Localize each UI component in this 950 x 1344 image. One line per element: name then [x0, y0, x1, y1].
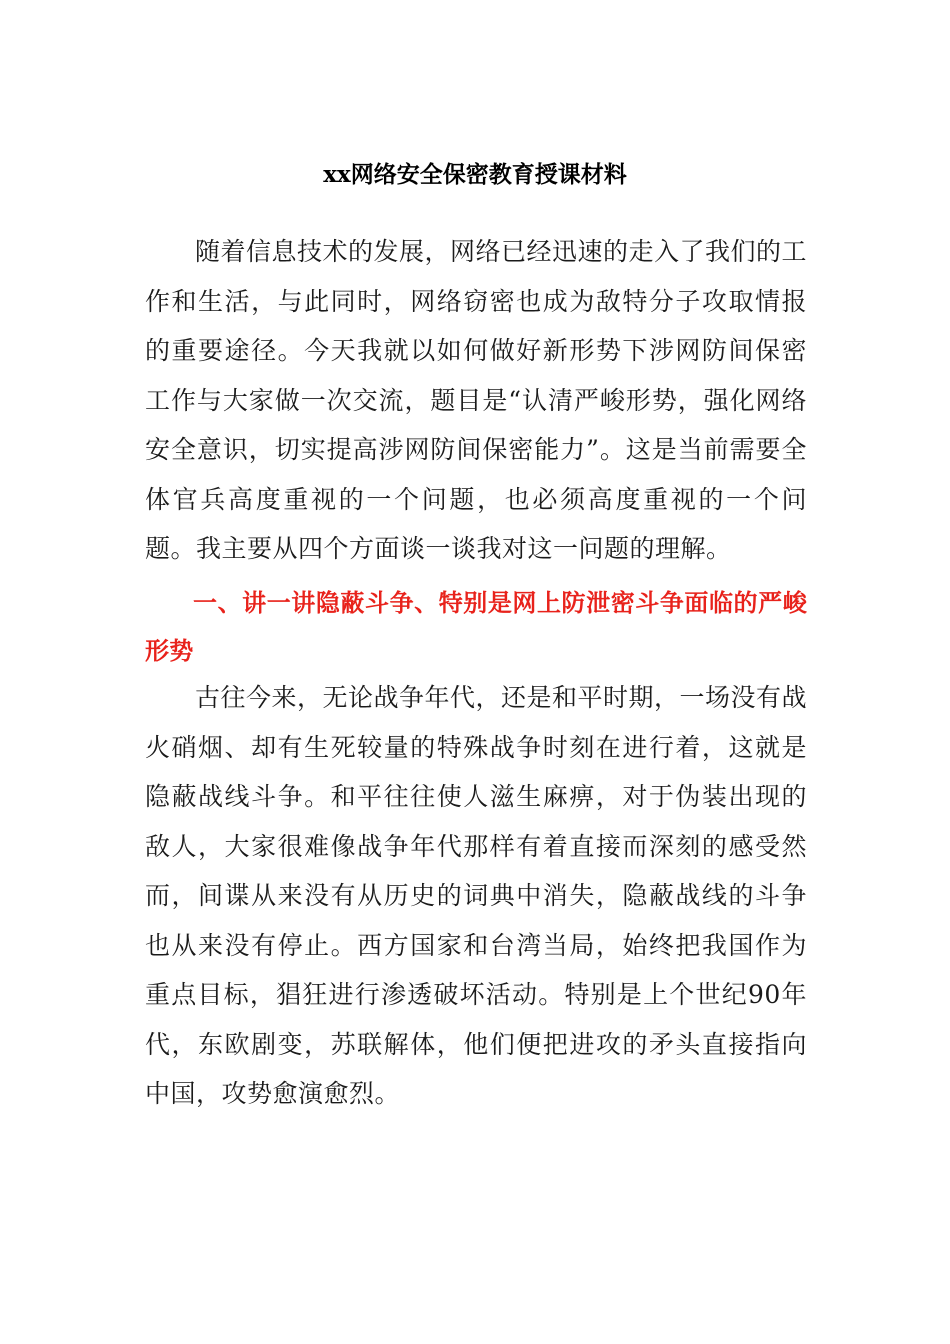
document-title: xx网络安全保密教育授课材料 — [323, 161, 627, 188]
section-heading: 一、讲一讲隐蔽斗争、特别是网上防泄密斗争面临的严峻形势 — [145, 589, 807, 665]
intro-paragraph: 随着信息技术的发展，网络已经迅速的走入了我们的工作和生活，与此同时，网络窃密也成为敌特分子攻取情报的重要途径。今天我就以如何做好新形势下涉网防间保密工作与大家做一次交流，题目是“认清严峻形势，强化网络安全意识，切实提高涉网防间保密能力”。这是当前需要全体官兵高度重视的一个问题，也必须高度重视的一个问题。我主要从四个方面谈一谈我对这一问题的理解。 — [145, 237, 808, 563]
body-paragraph: 古往今来，无论战争年代，还是和平时期，一场没有战火硝烟、却有生死较量的特殊战争时刻在进行着，这就是隐蔽战线斗争。和平往往使人滋生麻痹，对于伪装出现的敌人，大家很难像战争年代那样有着直接而深刻的感受然而，间谍从来没有从历史的词典中消失，隐蔽战线的斗争也从来没有停止。西方国家和台湾当局，始终把我国作为重点目标，猖狂进行渗透破坏活动。特别是上个世纪90年代，东欧剧变，苏联解体，他们便把进攻的矛头直接指向中国，攻势愈演愈烈。 — [145, 683, 808, 1108]
